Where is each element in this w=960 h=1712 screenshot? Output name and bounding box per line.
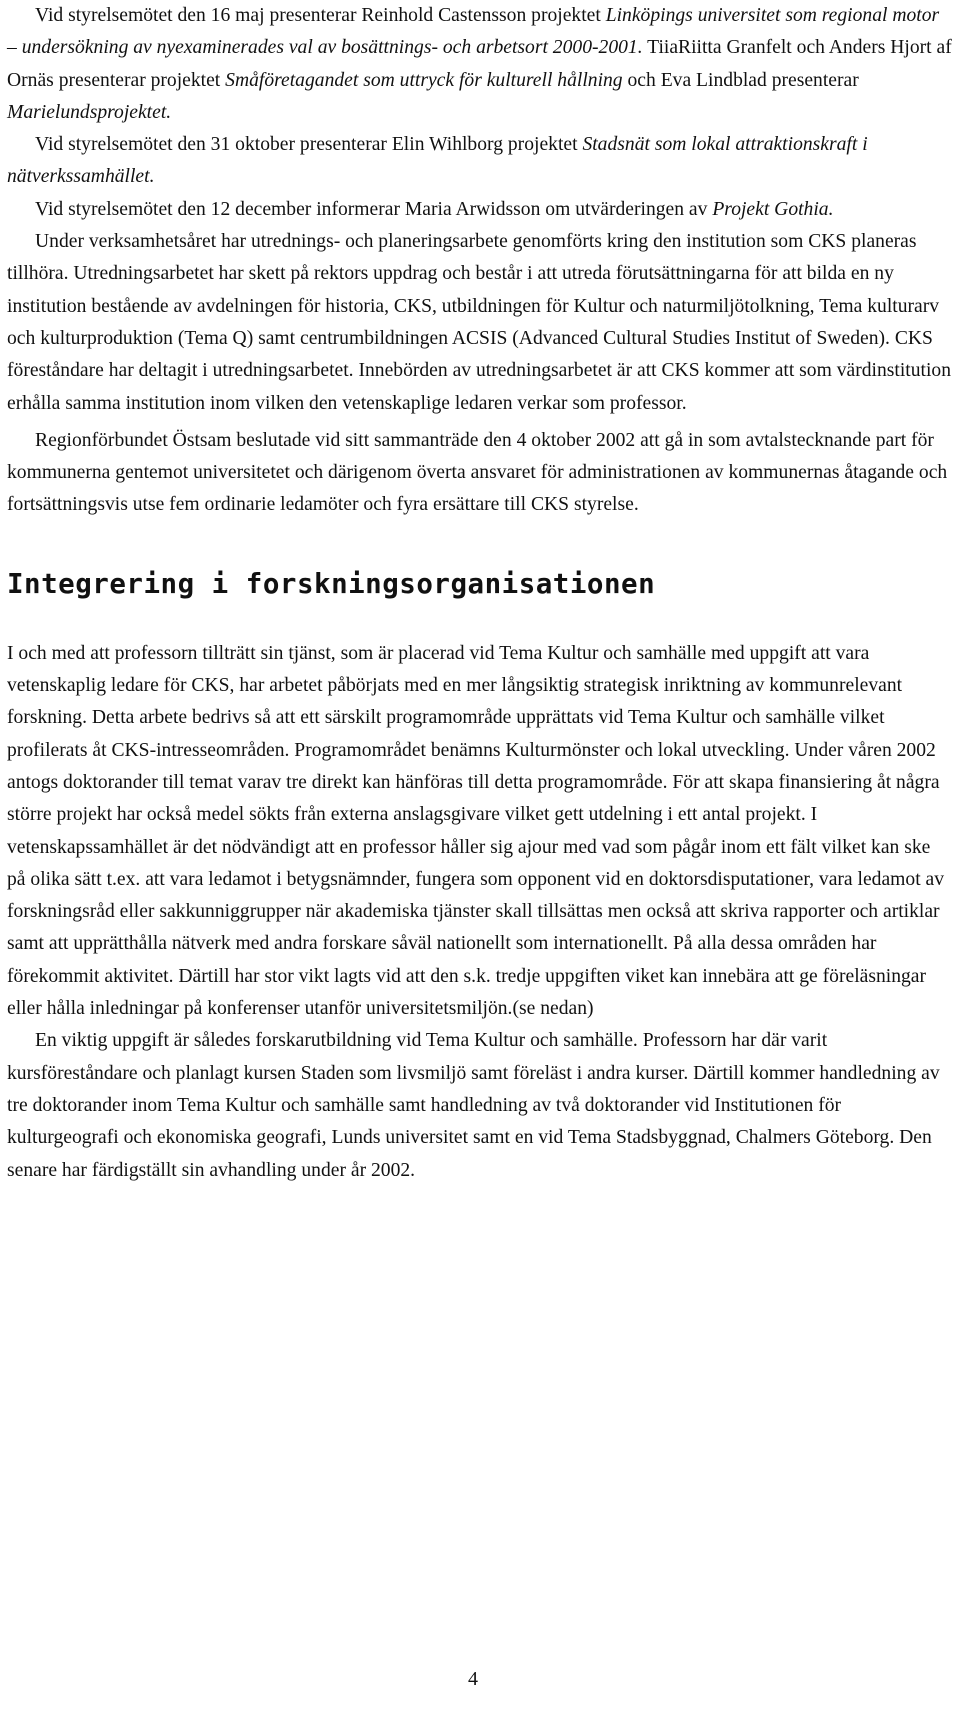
project-title-stadsnat: Stadsnät som lokal attraktionskraft i nätverkssamhället.	[7, 134, 868, 188]
document-page	[7, 0, 953, 1187]
project-title-smaforetagandet: Småföretagandet som uttryck för kulturell hållning	[225, 69, 623, 91]
paragraph-board-meeting-october	[7, 129, 953, 194]
project-title-linkoping: Linköpings universitet som regional motor – undersökning av nyexaminerades val av bosättnings- och arbetsort 2000-2001.	[7, 5, 940, 59]
paragraph-research-education: En viktig uppgift är således forskarutbildning vid Tema Kultur och samhälle. Professorn har där varit kursföreståndare och planlagt kursen Staden som livsmiljö samt föreläst i andra kurser. Därtill kommer handledning av tre doktorander inom Tema Kultur och samhälle samt handledning av två doktorander vid Institutionen för kulturgeografi och ekonomiska geografi, Lunds universitet samt en vid Tema Stadsbyggnad, Chalmers Göteborg. Den senare har färdigställt sin avhandling under år 2002.	[7, 1030, 940, 1181]
text-segment: och Eva Lindblad presenterar	[622, 69, 859, 91]
text-segment: TiiaRiitta Granfelt och Anders Hjort af Ornäs presenterar projektet	[7, 37, 952, 91]
paragraph-board-meeting-december	[7, 194, 953, 226]
section-heading: Integrering i forskningsorganisationen	[7, 567, 656, 600]
project-title-gothia: Projekt Gothia.	[712, 198, 834, 220]
paragraph-research-integration: I och med att professorn tillträtt sin tjänst, som är placerad vid Tema Kultur och samhälle med uppgift att vara vetenskaplig ledare för CKS, har arbetet påbörjats med en mer långsiktig strategisk inriktning av kommunrelevant forskning. Detta arbete bedrivs så att ett särskilt programområde upprättats vid Tema Kultur och samhälle vilket profilerats åt CKS-intresseområden. Programområdet benämns Kulturmönster och lokal utveckling. Under våren 2002 antogs doktorander till temat varav tre direkt kan hänföras till detta programområde. För att skapa finansiering åt några större projekt har också medel sökts från externa anslagsgivare vilket gett utdelning i ett antal projekt. I vetenskapssamhället är det nödvändigt att en professor håller sig ajour med vad som pågår inom ett fält vilket kan ske på olika sätt t.ex. att vara ledamot i betygsnämnder, fungera som opponent vid en doktorsdisputationer, vara ledamot av forskningsråd eller sakkunniggrupper när akademiska tjänster skall tillsättas men också att skriva rapporter och artiklar samt att upprätthålla nätverk med andra forskare såväl nationellt som internationellt. På alla dessa områden har förekommit aktivitet. Därtill har stor vikt lagts vid att den s.k. tredje uppgiften viket kan innebära att ge föreläsningar eller hålla inledningar på konferenser utanför universitetsmiljön.(se nedan)	[7, 642, 945, 1020]
paragraph-regionforbundet: Regionförbundet Östsam beslutade vid sitt sammanträde den 4 oktober 2002 att gå in som avtalstecknande part för kommunerna gentemot universitetet och därigenom överta ansvaret för administrationen av kommunernas åtagande och fortsättningsvis utse fem ordinarie ledamöter och fyra ersättare till CKS styrelse.	[7, 429, 948, 516]
paragraph-board-meeting-may	[7, 0, 953, 129]
text-segment: Under verksamhetsåret har utrednings- och planeringsarbete genomförts kring den institution som CKS planeras tillhöra. Utredningsarbetet har skett på rektors uppdrag och består i att utreda förutsättningarna för att bilda en ny institution bestående av avdelningen för historia, CKS, utbildningen för Kultur och naturmiljötolkning, Tema kulturarv och kulturproduktion (Tema Q) samt centrumbildningen ACSIS (Advanced Cultural Studies Institut of Sweden). CKS föreståndare har deltagit i utredningsarbetet. Innebörden av utredningsarbetet är att CKS kommer att som värdinstitution erhålla samma institution inom vilken den vetenskaplige ledaren verkar som professor.	[7, 231, 952, 414]
text-segment: Vid styrelsemötet den 31 oktober presenterar Elin Wihlborg projektet	[35, 134, 583, 156]
text-segment: Vid styrelsemötet den 12 december informerar Maria Arwidsson om utvärderingen av	[35, 198, 713, 220]
text-segment: Vid styrelsemötet den 16 maj presenterar Reinhold Castensson projektet	[35, 5, 606, 26]
page-number: 4	[468, 1668, 478, 1690]
project-title-marielund: Marielundsprojektet.	[7, 101, 172, 123]
board-meetings-block	[7, 0, 953, 420]
paragraph-institution-planning	[7, 226, 953, 420]
